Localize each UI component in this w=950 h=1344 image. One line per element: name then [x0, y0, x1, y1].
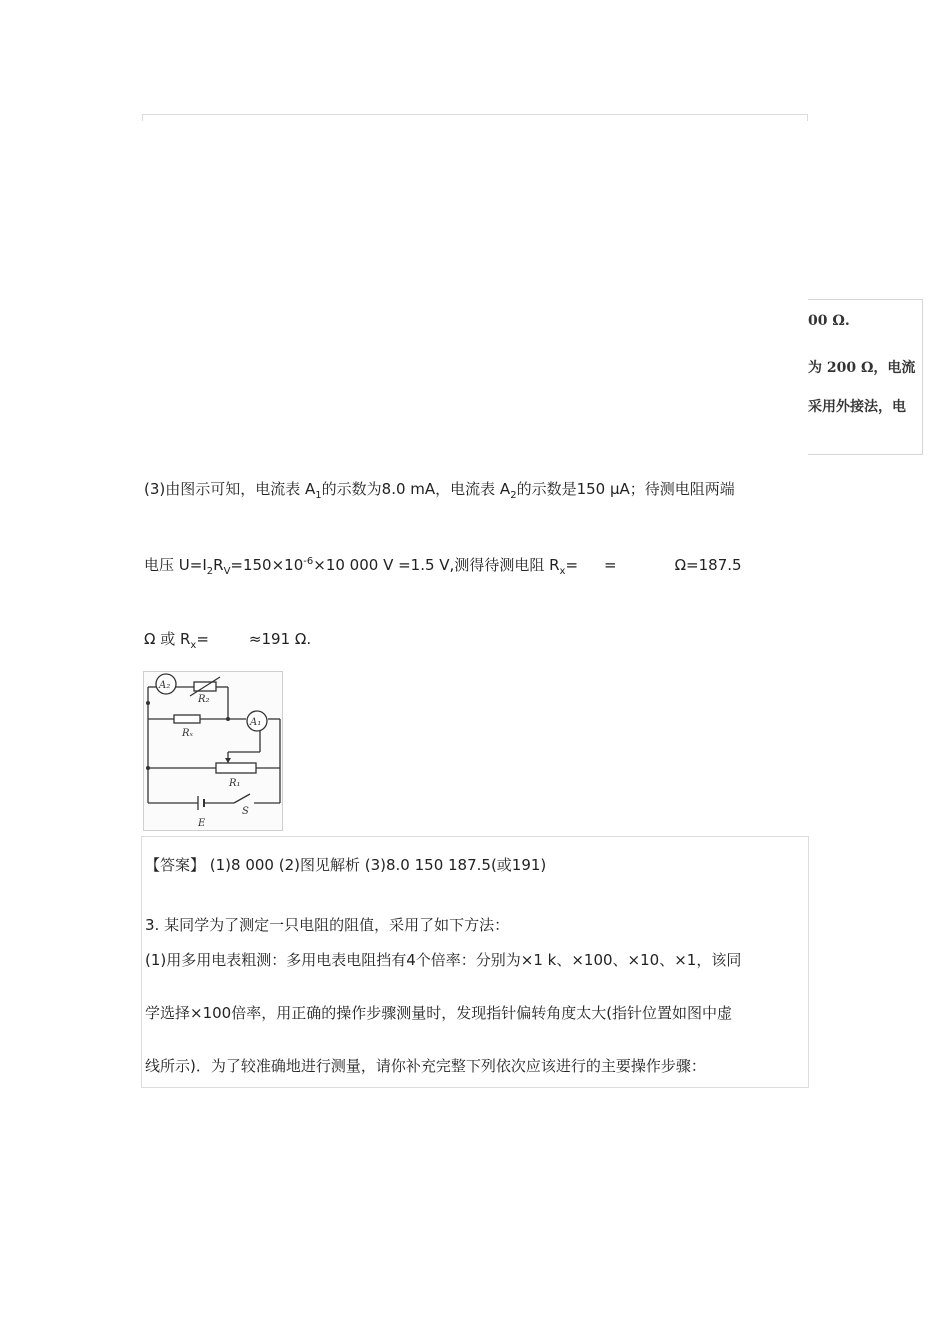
- solution-line-1: (3)由图示可知，电流表 $A_1$的示数为8.0 mA，电流表 $A_2$的示数是150 μA；待测电阻两端: [144, 480, 735, 501]
- solution-line-3: Ω 或 $R_x= \approx 191$ Ω.: [144, 630, 312, 651]
- resistor-r1-label: R₁: [229, 778, 241, 789]
- ammeter-a1-label: A₁: [250, 717, 262, 728]
- answer-section: [141, 836, 809, 1088]
- battery-e-label: E: [198, 818, 206, 829]
- switch-s-label: S: [242, 806, 249, 817]
- question-text-line: 线所示)．为了较准确地进行测量，请你补充完整下列依次应该进行的主要操作步骤：: [145, 1057, 706, 1075]
- resistor-rx-label: Rₓ: [182, 728, 194, 739]
- page-top-rule: [142, 114, 808, 115]
- question-text-line: 学选择×100倍率，用正确的操作步骤测量时，发现指针偏转角度太大(指针位置如图中虚: [145, 1004, 733, 1022]
- question-title: 3. 某同学为了测定一只电阻的阻值，采用了如下方法：: [145, 916, 510, 934]
- solution-line-2: 电压 $U=I_2R_V=150\times 10^{-6}\times 10$ 000 V =1.5 V,测得待测电阻 $R_x= = \Omega=187.5$: [144, 556, 742, 577]
- snippet-line: 00 Ω.: [808, 313, 850, 329]
- cropped-text-snippet: [808, 299, 923, 455]
- circuit-diagram: [143, 671, 283, 831]
- question-text-line: (1)用多用电表粗测：多用电表电阻挡有4个倍率：分别为×1 k、×100、×10、×1，该同: [145, 951, 742, 969]
- snippet-line: 采用外接法，电: [808, 399, 906, 415]
- answer-line: 【答案】 (1)8 000 (2)图见解析 (3)8.0 150 187.5(或191): [145, 856, 547, 874]
- snippet-line: 为 200 Ω，电流: [808, 360, 916, 376]
- ammeter-a2-label: A₂: [159, 680, 171, 691]
- resistor-r2-label: R₂: [198, 694, 210, 705]
